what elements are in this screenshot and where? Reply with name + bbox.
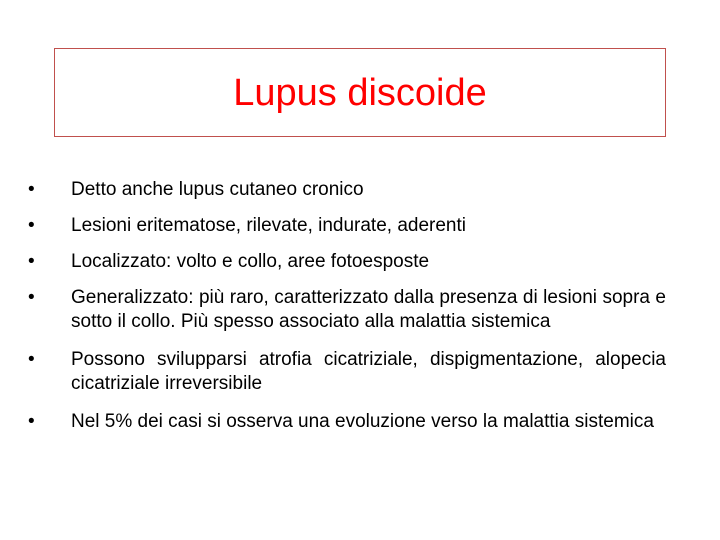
bullet-text: Detto anche lupus cutaneo cronico bbox=[71, 179, 364, 200]
bullet-icon: • bbox=[28, 411, 35, 432]
bullet-icon: • bbox=[28, 179, 35, 200]
slide-title: Lupus discoide bbox=[233, 71, 487, 114]
bullet-text: Generalizzato: più raro, caratterizzato dalla presenza di lesioni sopra e sotto il collo. Più spesso associato alla malattia sistemica bbox=[71, 287, 666, 332]
bullet-icon: • bbox=[28, 215, 35, 236]
bullet-item-4 bbox=[28, 286, 666, 334]
bullet-item-1 bbox=[28, 178, 666, 202]
bullet-icon: • bbox=[28, 251, 35, 272]
bullet-item-3 bbox=[28, 250, 666, 274]
bullet-item-5 bbox=[28, 348, 666, 396]
bullet-text: Lesioni eritematose, rilevate, indurate, aderenti bbox=[71, 215, 467, 236]
bullet-text: Localizzato: volto e collo, aree fotoesposte bbox=[71, 251, 430, 272]
bullet-icon: • bbox=[28, 349, 35, 370]
bullet-list bbox=[28, 178, 666, 434]
bullet-item-2 bbox=[28, 214, 666, 238]
bullet-text: Possono svilupparsi atrofia cicatriziale, dispigmentazione, alopecia cicatriziale irreversibile bbox=[71, 349, 666, 394]
bullet-icon: • bbox=[28, 287, 35, 308]
title-box bbox=[54, 48, 666, 137]
bullet-text: Nel 5% dei casi si osserva una evoluzione verso la malattia sistemica bbox=[71, 411, 654, 432]
bullet-item-6 bbox=[28, 410, 666, 434]
